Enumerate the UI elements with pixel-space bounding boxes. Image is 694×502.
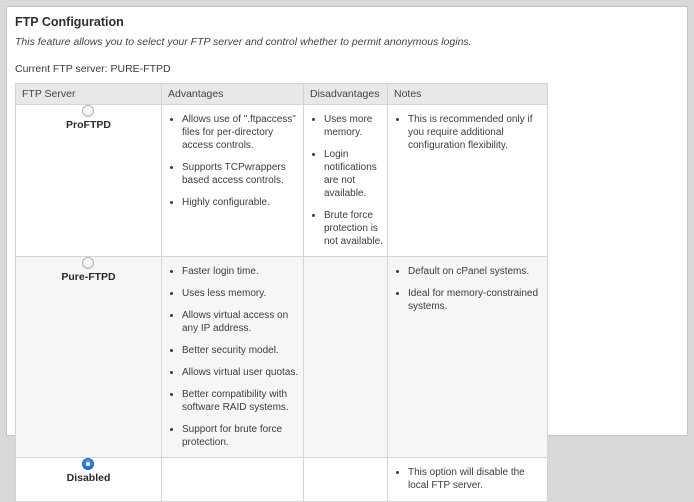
proftpd-radio-group[interactable] <box>66 105 111 131</box>
proftpd-notes-list <box>408 113 543 152</box>
page-description: This feature allows you to select your FTP server and control whether to permit anonymous logins. <box>15 36 679 48</box>
pure-ftpd-notes-list <box>408 265 543 313</box>
page-frame <box>6 6 688 436</box>
disabled-notes-cell <box>388 458 548 502</box>
page-title: FTP Configuration <box>15 15 679 29</box>
current-ftp-server-line <box>15 63 679 75</box>
disabled-radio[interactable] <box>82 458 94 470</box>
list-item: • Default on cPanel systems. <box>408 265 543 278</box>
disabled-option-cell <box>16 458 162 502</box>
pure-ftpd-advantages-cell <box>162 257 304 458</box>
table-row-disabled <box>16 458 548 502</box>
list-item: • Brute force protection is not available. <box>324 209 383 248</box>
ftp-options-table <box>15 83 548 502</box>
table-row-pure-ftpd <box>16 257 548 458</box>
list-item: • This option will disable the local FTP server. <box>408 466 543 492</box>
proftpd-notes-cell <box>388 105 548 257</box>
disabled-label: Disabled <box>67 472 111 484</box>
proftpd-option-cell <box>16 105 162 257</box>
col-header-notes: Notes <box>388 84 548 105</box>
pure-ftpd-advantages-list <box>182 265 299 449</box>
proftpd-advantages-cell <box>162 105 304 257</box>
col-header-ftp-server: FTP Server <box>16 84 162 105</box>
disabled-radio-group[interactable] <box>67 458 111 484</box>
current-ftp-server-value: PURE-FTPD <box>111 63 171 75</box>
list-item: • Better security model. <box>182 344 299 357</box>
col-header-advantages: Advantages <box>162 84 304 105</box>
table-row-proftpd <box>16 105 548 257</box>
list-item: • Allows use of ".ftpaccess" files for per-directory access controls. <box>182 113 299 152</box>
list-item: • Better compatibility with software RAID systems. <box>182 388 299 414</box>
disabled-advantages-cell <box>162 458 304 502</box>
list-item: • Uses more memory. <box>324 113 383 139</box>
current-ftp-server-label: Current FTP server: <box>15 63 108 75</box>
proftpd-label: ProFTPD <box>66 119 111 131</box>
list-item: • Support for brute force protection. <box>182 423 299 449</box>
col-header-disadvantages: Disadvantages <box>304 84 388 105</box>
list-item: • This is recommended only if you require additional configuration flexibility. <box>408 113 543 152</box>
disabled-notes-list <box>408 466 543 492</box>
proftpd-advantages-list <box>182 113 299 209</box>
list-item: • Uses less memory. <box>182 287 299 300</box>
pure-ftpd-option-cell <box>16 257 162 458</box>
proftpd-disadvantages-cell <box>304 105 388 257</box>
proftpd-disadvantages-list <box>324 113 383 248</box>
list-item: • Allows virtual user quotas. <box>182 366 299 379</box>
pure-ftpd-radio[interactable] <box>82 257 94 269</box>
disabled-disadvantages-cell <box>304 458 388 502</box>
pure-ftpd-notes-cell <box>388 257 548 458</box>
list-item: • Faster login time. <box>182 265 299 278</box>
list-item: • Login notifications are not available. <box>324 148 383 200</box>
list-item: • Supports TCPwrappers based access controls. <box>182 161 299 187</box>
pure-ftpd-label: Pure-FTPD <box>61 271 115 283</box>
list-item: • Ideal for memory-constrained systems. <box>408 287 543 313</box>
pure-ftpd-disadvantages-cell <box>304 257 388 458</box>
pure-ftpd-radio-group[interactable] <box>61 257 115 283</box>
table-header-row <box>16 84 548 105</box>
list-item: • Highly configurable. <box>182 196 299 209</box>
proftpd-radio[interactable] <box>82 105 94 117</box>
list-item: • Allows virtual access on any IP address. <box>182 309 299 335</box>
